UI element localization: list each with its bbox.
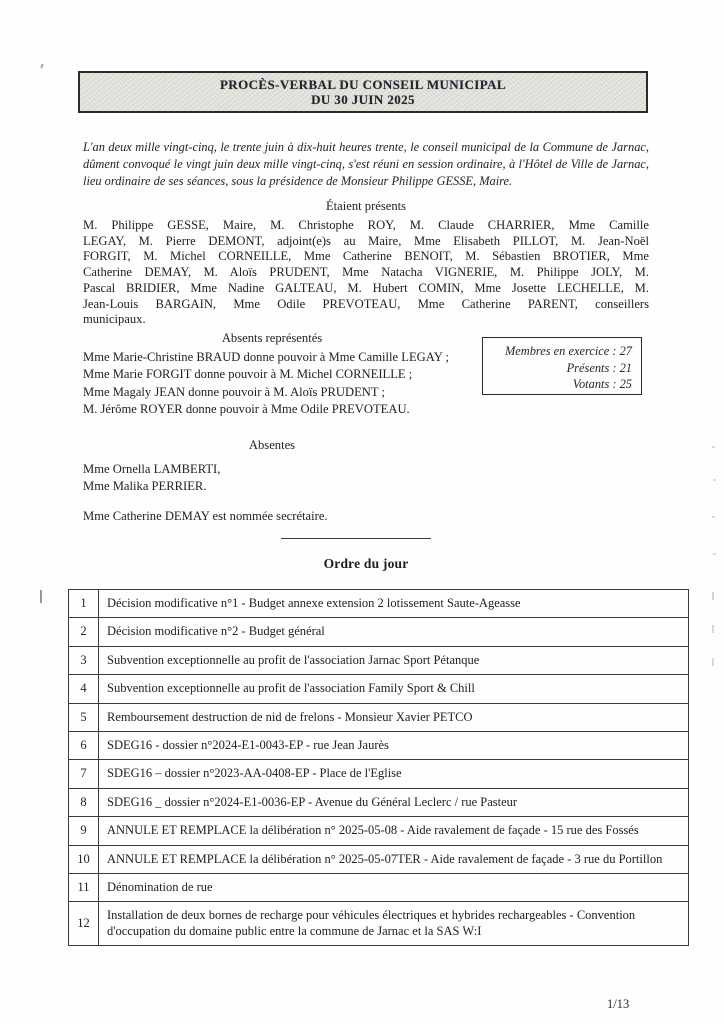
agenda-row-number: 12 [69, 902, 99, 946]
scan-artifact [712, 592, 714, 600]
agenda-row-text: ANNULE ET REMPLACE la délibération n° 2025-05-07TER - Aide ravalement de façade - 3 rue du Portillon [99, 845, 689, 873]
agenda-row-text: Subvention exceptionnelle au profit de l'association Jarnac Sport Pétanque [99, 646, 689, 674]
absent-line: Mme Ornella LAMBERTI, [83, 462, 221, 476]
absents-represented-heading: Absents représentés [221, 331, 323, 345]
agenda-row [69, 788, 689, 816]
members-in-office-count: Membres en exercice : 27 [504, 344, 632, 358]
agenda-row [69, 845, 689, 873]
agenda-row [69, 732, 689, 760]
agenda-row-text: SDEG16 - dossier n°2024-E1-0043-EP - rue Jean Jaurès [99, 732, 689, 760]
agenda-row-text: ANNULE ET REMPLACE la délibération n° 2025-05-08 - Aide ravalement de façade - 15 rue des Fossés [99, 817, 689, 845]
agenda-row-text: Subvention exceptionnelle au profit de l'association Family Sport & Chill [99, 675, 689, 703]
agenda-row-text: SDEG16 – dossier n°2023-AA-0408-EP - Place de l'Eglise [99, 760, 689, 788]
agenda-row-text: Dénomination de rue [99, 874, 689, 902]
scan-artifact [712, 516, 715, 518]
agenda-row-number: 5 [69, 703, 99, 731]
votants-count: Votants : 25 [572, 377, 632, 392]
agenda-table [68, 589, 689, 946]
agenda-row [69, 646, 689, 674]
scan-artifact [712, 658, 714, 666]
scan-artifact [40, 64, 43, 68]
agenda-row-text: SDEG16 _ dossier n°2024-E1-0036-EP - Avenue du Général Leclerc / rue Pasteur [99, 788, 689, 816]
agenda-row-text: Décision modificative n°1 - Budget annexe extension 2 lotissement Saute-Ageasse [99, 590, 689, 618]
agenda-row [69, 703, 689, 731]
document-title-box [78, 71, 648, 113]
document-title-line2: DU 30 JUIN 2025 [311, 92, 415, 107]
presents-count: Présents : 21 [566, 360, 632, 375]
agenda-row [69, 618, 689, 646]
agenda-row-number: 2 [69, 618, 99, 646]
document-title-line1: PROCÈS-VERBAL DU CONSEIL MUNICIPAL [219, 77, 507, 92]
proxy-line: Mme Marie FORGIT donne pouvoir à M. Michel CORNEILLE ; [83, 367, 413, 382]
agenda-row [69, 590, 689, 618]
scan-artifact [713, 479, 716, 481]
session-intro-paragraph: L'an deux mille vingt-cinq, le trente juin à dix-huit heures trente, le conseil municipal de la Commune de Jarnac, dûment convoqué le vingt juin deux mille vingt-cinq, s'est réuni en session ordinaire, à l'Hôtel de Ville de Jarnac, lieu ordinaire de ses séances, sous la présidence de Monsieur Philippe GESSE, Maire. [83, 140, 649, 188]
agenda-row-number: 3 [69, 646, 99, 674]
agenda-row [69, 675, 689, 703]
presents-list-paragraph: M. Philippe GESSE, Maire, M. Christophe ROY, M. Claude CHARRIER, Mme Camille LEGAY, M. Pierre DEMONT, adjoint(e)s au Maire, Mme Elisabeth PILLOT, M. Jean-Noël FORGIT, M. Michel CORNEILLE, Mme Catherine BENOIT, M. Sébastien BROTIER, Mme Catherine DEMAY, M. Aloïs PRUDENT, Mme Natacha VIGNERIE, M. Philippe JOLY, M. Pascal BRIDIER, Mme Nadine GALTEAU, M. Hubert COMIN, Mme Josette LECHELLE, M. Jean-Louis BARGAIN, Mme Odile PREVOTEAU, Mme Catherine PARENT, conseillers municipaux. [83, 218, 649, 327]
scan-artifact [40, 590, 42, 603]
absent-line: Mme Malika PERRIER. [83, 479, 207, 494]
agenda-row-number: 1 [69, 590, 99, 618]
secretary-designation-line: Mme Catherine DEMAY est nommée secrétaire. [83, 509, 328, 523]
scan-artifact [712, 446, 715, 448]
proxy-line: Mme Magaly JEAN donne pouvoir à M. Aloïs PRUDENT ; [83, 384, 386, 399]
agenda-row-text: Décision modificative n°2 - Budget général [99, 618, 689, 646]
agenda-row-number: 4 [69, 675, 99, 703]
page-number: 1/13 [607, 997, 630, 1011]
agenda-row [69, 874, 689, 902]
agenda-heading: Ordre du jour [323, 556, 409, 571]
agenda-row-number: 10 [69, 845, 99, 873]
agenda-row-number: 11 [69, 874, 99, 902]
agenda-row-text: Remboursement destruction de nid de frelons - Monsieur Xavier PETCO [99, 703, 689, 731]
scan-artifact [712, 625, 714, 633]
agenda-row [69, 760, 689, 788]
agenda-row-number: 8 [69, 788, 99, 816]
agenda-row-number: 6 [69, 732, 99, 760]
proxy-line: M. Jérôme ROYER donne pouvoir à Mme Odile PREVOTEAU. [83, 401, 410, 416]
section-divider [281, 538, 431, 539]
agenda-row-number: 9 [69, 817, 99, 845]
agenda-row [69, 817, 689, 845]
presents-heading: Étaient présents [325, 199, 407, 213]
absentes-list [83, 461, 483, 495]
agenda-row-text: Installation de deux bornes de recharge pour véhicules électriques et hybrides rechargeables - Convention d'occupation du domaine public entre la commune de Jarnac et la SAS W:I [99, 902, 689, 946]
agenda-row [69, 902, 689, 946]
absents-represented-list [83, 349, 483, 418]
proxy-line: Mme Marie-Christine BRAUD donne pouvoir à Mme Camille LEGAY ; [83, 350, 449, 364]
absentes-heading: Absentes [248, 438, 296, 452]
attendance-counts-box [482, 337, 642, 395]
agenda-row-number: 7 [69, 760, 99, 788]
scan-artifact [713, 553, 716, 555]
